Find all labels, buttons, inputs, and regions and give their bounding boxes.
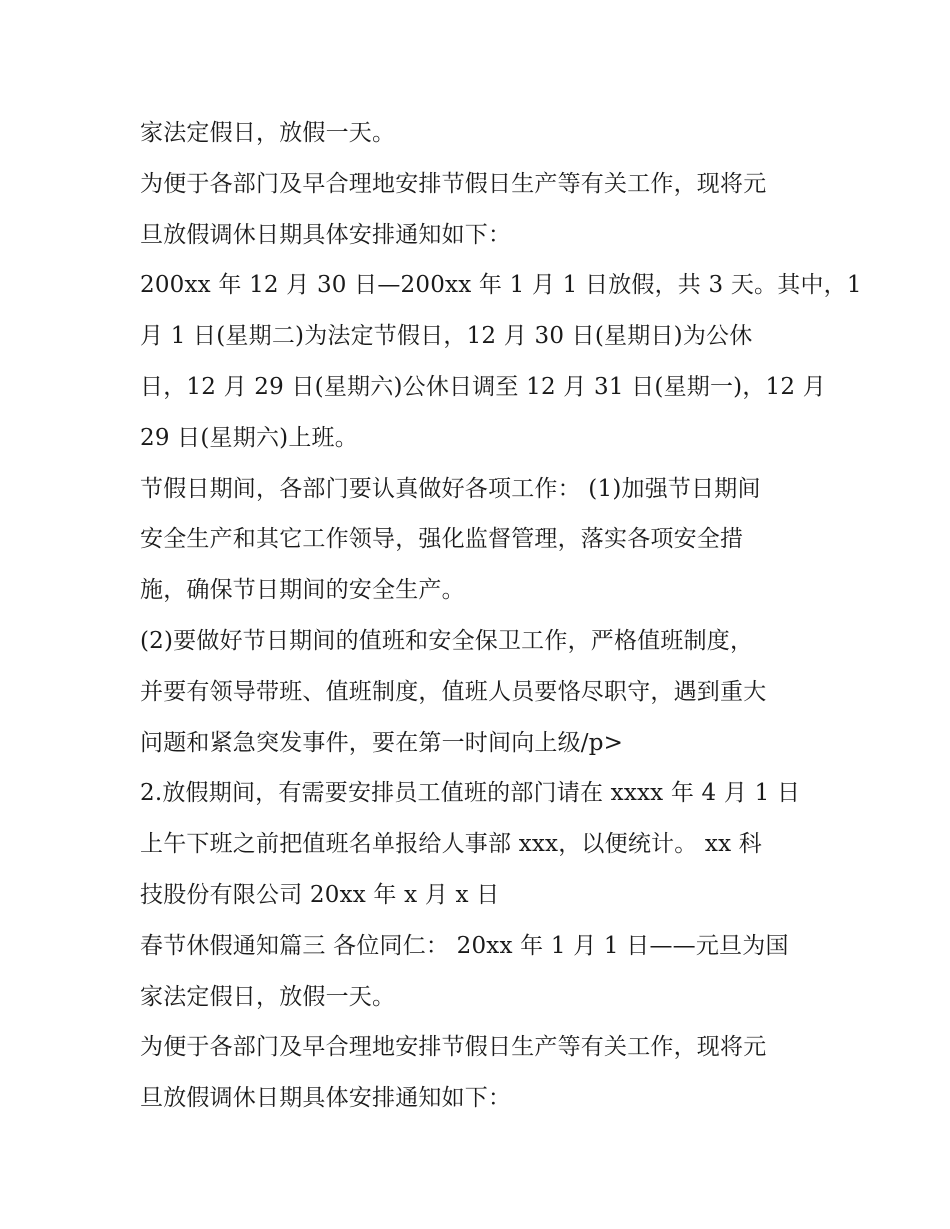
text-line: 2.放假期间，有需要安排员工值班的部门请在 xxxx 年 4 月 1 日 bbox=[140, 780, 801, 807]
text-line: 施，确保节日期间的安全生产。 bbox=[140, 577, 465, 604]
text-line: 日，12 月 29 日(星期六)公休日调至 12 月 31 日(星期一)，12 月 bbox=[140, 373, 826, 400]
text-line: 技股份有限公司 20xx 年 x 月 x 日 bbox=[140, 881, 500, 908]
document-body bbox=[140, 108, 862, 1124]
text-line: 为便于各部门及早合理地安排节假日生产等有关工作，现将元 bbox=[140, 170, 767, 197]
text-line: 家法定假日，放假一天。 bbox=[140, 983, 396, 1010]
text-line: 节假日期间，各部门要认真做好各项工作： (1)加强节日期间 bbox=[140, 475, 761, 502]
text-line: 200xx 年 12 月 30 日—200xx 年 1 月 1 日放假，共 3 天。其中，1 bbox=[140, 272, 862, 299]
text-line: 为便于各部门及早合理地安排节假日生产等有关工作，现将元 bbox=[140, 1034, 767, 1061]
text-line: 家法定假日，放假一天。 bbox=[140, 120, 396, 146]
text-line: 安全生产和其它工作领导，强化监督管理，落实各项安全措 bbox=[140, 526, 744, 553]
text-line: 29 日(星期六)上班。 bbox=[140, 424, 358, 451]
text-line: 旦放假调休日期具体安排通知如下： bbox=[140, 1085, 512, 1112]
text-line: 月 1 日(星期二)为法定节假日，12 月 30 日(星期日)为公休 bbox=[140, 323, 753, 350]
text-line: 问题和紧急突发事件，要在第一时间向上级/p> bbox=[140, 729, 624, 756]
text-line: 上午下班之前把值班名单报给人事部 xxx，以便统计。 xx 科 bbox=[140, 831, 762, 858]
text-line: 并要有领导带班、值班制度，值班人员要恪尽职守，遇到重大 bbox=[140, 678, 767, 705]
text-line: 旦放假调休日期具体安排通知如下： bbox=[140, 221, 512, 248]
text-line: (2)要做好节日期间的值班和安全保卫工作，严格值班制度， bbox=[140, 627, 754, 654]
text-line: 春节休假通知篇三 各位同仁： 20xx 年 1 月 1 日——元旦为国 bbox=[140, 932, 789, 959]
